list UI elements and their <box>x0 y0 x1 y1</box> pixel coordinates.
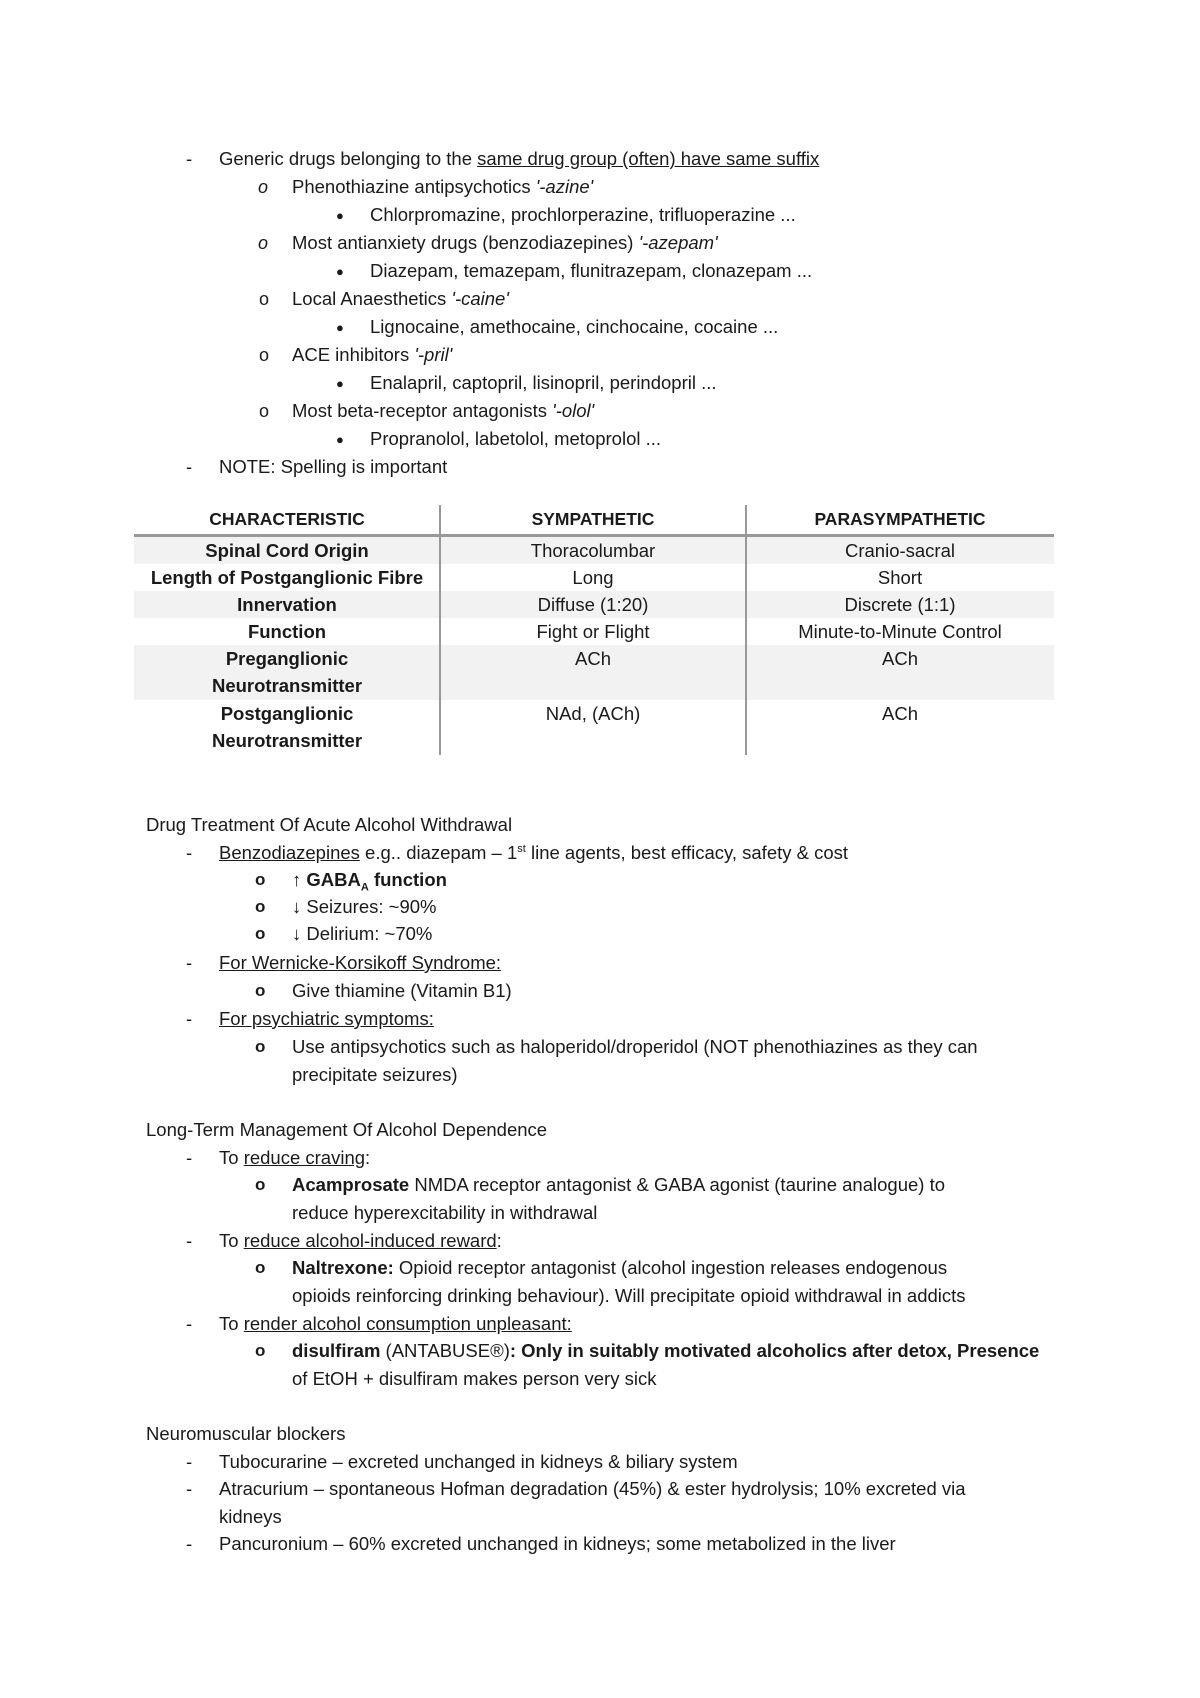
bullet-o: o <box>258 233 269 253</box>
table-row <box>134 700 1054 755</box>
group-examples: Diazepam, temazepam, flunitrazepam, clonazepam ... <box>370 260 813 281</box>
bullet-o: o <box>255 1037 266 1056</box>
table-cell: NAd, (ACh) <box>545 703 641 724</box>
table-row <box>134 645 1054 700</box>
table-cell: Postganglionic Neurotransmitter <box>211 703 363 751</box>
table-cell: ACh <box>882 703 918 724</box>
table-cell: ACh <box>882 648 918 669</box>
dash-marker: - <box>186 1147 193 1168</box>
bullet-o: o <box>259 289 270 309</box>
bullet-o: o <box>255 981 266 1000</box>
bullet-o: o <box>259 345 270 365</box>
header-sympathetic: SYMPATHETIC <box>531 509 655 529</box>
group-suffix: '-olol' <box>552 400 595 421</box>
group-name: Local Anaesthetics <box>292 288 452 309</box>
document-page: - Generic drugs belonging to the same drug group (often) have same suffix o Phenothiazine antipsychotics '-azine' ● Chlorpromazine, prochlorperazine, trifluoperazine ... o Most antianxiety drugs (benzodiazepines) '-azepam' ● Diazepam, temazepam, flunitrazepam, clonazepam ... o Local Anaesthetics '-caine' ● Lignocaine, amethocaine, cinchocaine, cocaine ... o ACE inhibitors '-pril' ● Enalapril, captopril, lisinopril, perindopril ... o Most beta-receptor antagonists '-olol' ● Propranolol, labetolol, metoprolol ... - NOTE: Spelling is important CHARACTERISTIC SYMPATHETIC PARASYMPATHETIC Spinal Cord Origin Thoracolumbar Cranio-sacral Length of Postganglionic Fibre Long Short Innervation Diffuse (1:20) Discrete (1:1) Function Fight or Flight Minute-to-Minute Control Preganglionic Neurotransmitter ACh ACh Postganglionic Neurotransmitter NAd, (ACh) ACh Drug Treatment Of Acute Alcohol Withdrawal - Benzodiazepines e.g.. diazepam – 1st line agents, best efficacy, safety & cost o ↑ $GABA_A$ function o ↓ Seizures: ~90% o ↓ Delirium: ~70% - For Wernicke-Korsikoff Syndrome: o Give thiamine (Vitamin B1) - For psychiatric symptoms: o Use antipsychotics such as haloperidol/droperidol (NOT phenothiazines as they can precipitate seizures) Long-Term Management Of Alcohol Dependence - To reduce craving: o Acamprosate NMDA receptor antagonist & GABA agonist (taurine analogue) to reduce hyperexcitability in withdrawal - To reduce alcohol-induced reward: o Naltrexone: Opioid receptor antagonist (alcohol ingestion releases endogenous opioids reinforcing drinking behaviour). Will precipitate opioid withdrawal in addicts - To render alcohol consumption unpleasant: o disulfiram (ANTABUSE®): Only in suitably motivated alcoholics after detox, Presence of EtOH + disulfiram makes person very sick Neuromuscular blockers - Tubocurarine – excreted unchanged in kidneys & biliary system - Atracurium – spontaneous Hofman degradation (45%) & ester hydrolysis; 10% excreted via kidneys - Pancuronium – 60% excreted unchanged in kidneys; some metabolized in the liver <box>0 0 1200 1698</box>
dash-marker: - <box>186 1533 193 1554</box>
dash-marker: - <box>186 148 193 169</box>
group-name: Most beta-receptor antagonists <box>292 400 553 421</box>
dash-marker: - <box>186 1230 193 1251</box>
column-divider <box>745 505 747 755</box>
table-header <box>134 505 1054 535</box>
group-examples: Propranolol, labetolol, metoprolol ... <box>370 428 662 449</box>
note-text: NOTE: Spelling is important <box>219 456 448 477</box>
table-cell: Short <box>877 567 923 588</box>
table-cell: Preganglionic Neurotransmitter <box>211 648 363 696</box>
table-row <box>134 591 1054 618</box>
group-name: Most antianxiety drugs (benzodiazepines) <box>292 232 639 253</box>
table-cell: Spinal Cord Origin <box>205 540 369 561</box>
table-cell: Long <box>572 567 614 588</box>
dash-marker: - <box>186 1451 193 1472</box>
bullet-dot: ● <box>336 320 344 335</box>
bullet-dot: ● <box>336 432 344 447</box>
group-examples: Enalapril, captopril, lisinopril, perindopril ... <box>370 372 717 393</box>
column-divider <box>439 505 441 755</box>
table-cell: Discrete (1:1) <box>844 594 956 615</box>
table-cell: Minute-to-Minute Control <box>798 621 1002 642</box>
table-cell: Diffuse (1:20) <box>537 594 649 615</box>
group-examples: Lignocaine, amethocaine, cinchocaine, cocaine ... <box>370 316 779 337</box>
bullet-o: o <box>255 897 266 916</box>
header-characteristic: CHARACTERISTIC <box>209 509 365 529</box>
table-cell: Fight or Flight <box>536 621 650 642</box>
dash-marker: - <box>186 842 193 863</box>
group-suffix: '-azine' <box>535 176 594 197</box>
dash-marker: - <box>186 952 193 973</box>
group-examples: Chlorpromazine, prochlorperazine, trifluoperazine ... <box>370 204 796 225</box>
dash-marker: - <box>186 456 193 477</box>
intro-text: Generic drugs belonging to the <box>219 148 478 169</box>
table-cell: Function <box>247 621 327 642</box>
bullet-dot: ● <box>336 264 344 279</box>
table-row <box>134 618 1054 645</box>
group-suffix: '-pril' <box>414 344 453 365</box>
bullet-o: o <box>255 870 266 889</box>
bullet-o: o <box>255 1175 266 1194</box>
table-cell: Cranio-sacral <box>844 540 955 561</box>
table-cell: Innervation <box>237 594 337 615</box>
intro-underlined: same drug group (often) have same suffix <box>477 148 820 169</box>
table-cell: ACh <box>575 648 611 669</box>
header-parasympathetic: PARASYMPATHETIC <box>814 509 986 529</box>
group-name: Phenothiazine antipsychotics <box>292 176 536 197</box>
group-suffix: '-caine' <box>451 288 509 309</box>
dash-marker: - <box>186 1478 193 1499</box>
bullet-o: o <box>255 924 266 943</box>
table-cell: Thoracolumbar <box>530 540 656 561</box>
table-cell: Length of Postganglionic Fibre <box>150 567 424 588</box>
bullet-o: o <box>255 1258 266 1277</box>
group-suffix: '-azepam' <box>638 232 718 253</box>
up-arrow-icon: ↑ <box>292 869 302 890</box>
bullet-o: o <box>259 401 270 421</box>
table-row <box>134 537 1054 564</box>
dash-marker: - <box>186 1008 193 1029</box>
bullet-dot: ● <box>336 376 344 391</box>
bullet-dot: ● <box>336 208 344 223</box>
bullet-o: o <box>255 1341 266 1360</box>
table-row <box>134 564 1054 591</box>
bullet-o: o <box>258 177 269 197</box>
group-name: ACE inhibitors <box>292 344 415 365</box>
dash-marker: - <box>186 1313 193 1334</box>
